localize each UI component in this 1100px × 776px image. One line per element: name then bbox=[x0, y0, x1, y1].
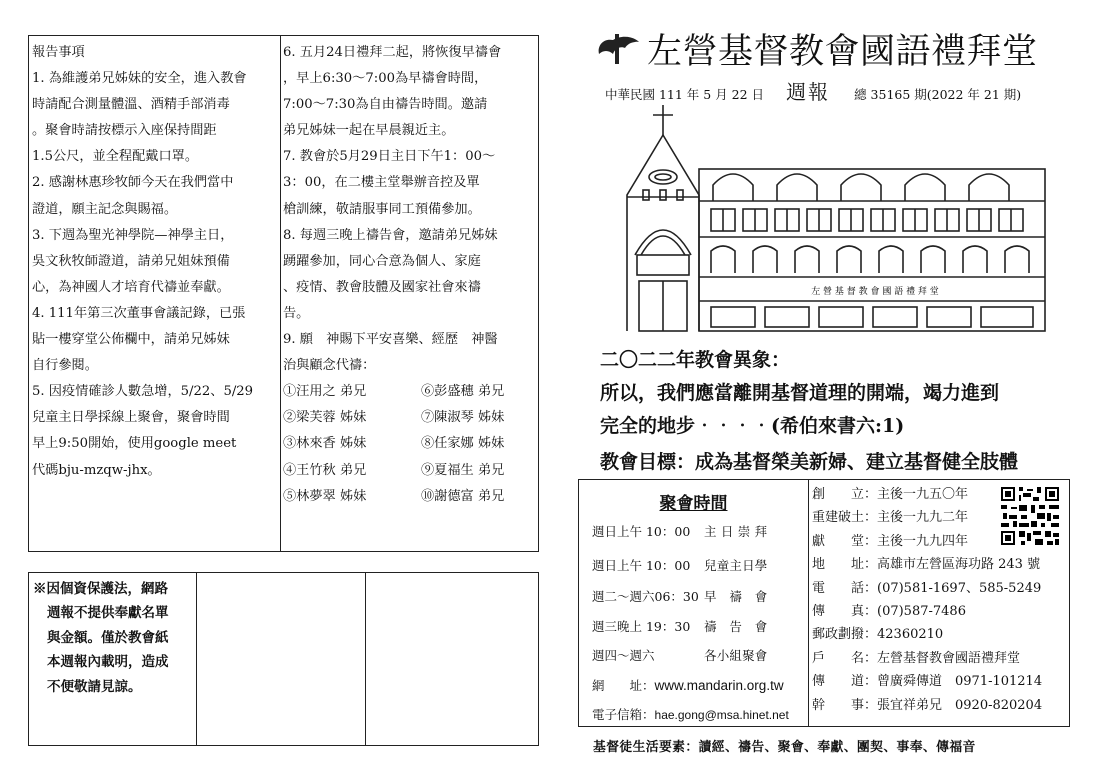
email-row: 電子信箱：hae.gong@msa.hinet.net bbox=[592, 707, 789, 722]
detail-secretary: 幹 事：張宜祥弟兄 0920-820204 bbox=[812, 697, 1043, 713]
prayer-name: ⑧任家娜 姊妹 bbox=[421, 436, 505, 452]
prayer-name: ⑦陳淑琴 姊妹 bbox=[421, 410, 505, 426]
christian-life-essentials: 基督徒生活要素：讀經、禱告、聚會、奉獻、團契、事奉、傳福音 bbox=[593, 740, 976, 755]
detail-fax: 傳 真：(07)587-7486 bbox=[812, 604, 966, 620]
schedule-row: 週日上午 10：00 主 日 崇 拜 bbox=[592, 524, 768, 539]
announcement-item-1: 1. 為維護弟兄姊妹的安全，進入教會 時請配合測量體溫、酒精手部消毒 。聚會時請按標示入座保持間距 1.5公尺，並全程配戴口罩。 bbox=[32, 71, 247, 165]
announcement-item-6: 6. 五月24日禮拜二起，將恢復早禱會 ，早上6:30～7:00為早禱會時間， 7:00～7:30為自由禱告時間。邀請 弟兄姊妹一起在早晨親近主。 bbox=[283, 45, 502, 139]
announcement-item-7: 7. 教會於5月29日主日下午1：00～ 3：00，在二樓主堂舉辦音控及單 槍訓練，敬請服事同工預備參加。 bbox=[283, 149, 496, 217]
meeting-schedule bbox=[579, 480, 808, 722]
announcement-item-9: 9. 願 神賜下平安喜樂、經歷 神醫 治與顧念代禱： bbox=[283, 332, 498, 374]
vision-heading: 二〇二二年教會異象： bbox=[600, 349, 791, 371]
announcements-left-column bbox=[32, 40, 278, 484]
church-title: 左營基督教會國語禮拜堂 bbox=[647, 32, 1038, 72]
prayer-list bbox=[283, 379, 538, 509]
weekly-label: 週報 bbox=[786, 80, 831, 104]
church-building-illustration bbox=[625, 105, 1065, 337]
prayer-name: ⑥彭盛穗 弟兄 bbox=[421, 384, 505, 400]
schedule-row: 週二～週六06：30 早 禱 會 bbox=[592, 589, 768, 604]
prayer-name: ①汪用之 弟兄 bbox=[283, 384, 367, 400]
prayer-name: ⑨夏福生 弟兄 bbox=[421, 462, 505, 478]
info-divider bbox=[808, 480, 809, 726]
detail-account-name: 戶 名：左營基督教會國語禮拜堂 bbox=[812, 650, 1021, 666]
masthead bbox=[595, 24, 1038, 74]
announcement-item-4: 4. 111年第三次董事會議記錄，已張 貼一樓穿堂公佈欄中，請弟兄姊妹 自行參閱。 bbox=[32, 305, 246, 374]
detail-rebuild: 重建破土：主後一九九二年 bbox=[812, 510, 969, 526]
prayer-name: ③林來香 姊妹 bbox=[283, 436, 367, 452]
box-divider bbox=[196, 573, 197, 745]
website-link[interactable]: www.mandarin.org.tw bbox=[654, 678, 784, 693]
building-sign: 左 營 基 督 教 會 國 語 禮 拜 堂 bbox=[811, 287, 939, 297]
announcement-item-5: 5. 因疫情確診人數急增，5/22、5/29 兒童主日學採線上聚會，聚會時間 早上9:50開始，使用google meet 代碼bju-mzqw-jhx。 bbox=[32, 384, 254, 478]
privacy-notice: ※因個資保護法，網路 週報不提供奉獻名單 與金額。僅於教會紙 本週報內載明，造成 不便敬請見諒。 bbox=[33, 581, 169, 695]
prayer-name: ⑤林夢翠 姊妹 bbox=[283, 488, 367, 504]
church-logo-icon bbox=[595, 32, 641, 66]
announcement-item-3: 3. 下週為聖光神學院—神學主日， 吳文秋牧師證道，請弟兄姐妹預備 心，為神國人才培育代禱並奉獻。 bbox=[32, 227, 234, 295]
detail-postal-account: 郵政劃撥：42360210 bbox=[812, 627, 944, 643]
announcements-right-column bbox=[283, 40, 538, 510]
issue-date: 中華民國 111 年 5 月 22 日 bbox=[605, 87, 765, 102]
schedule-row: 週三晚上 19：30 禱 告 會 bbox=[592, 619, 768, 634]
info-box bbox=[578, 479, 1070, 727]
vision-verse-line1: 所以，我們應當離開基督道理的開端，竭力進到 bbox=[600, 382, 1000, 404]
schedule-row: 週四～週六 各小組聚會 bbox=[592, 648, 768, 663]
email-link[interactable]: hae.gong@msa.hinet.net bbox=[654, 708, 789, 722]
detail-founded: 創 立：主後一九五〇年 bbox=[812, 487, 969, 502]
column-divider bbox=[280, 36, 281, 551]
box-divider bbox=[365, 573, 366, 745]
announcements-heading: 報告事項 bbox=[32, 45, 85, 60]
prayer-name: ④王竹秋 弟兄 bbox=[283, 462, 367, 478]
prayer-name: ②梁芙蓉 姊妹 bbox=[283, 410, 367, 426]
vision-verse-line2: 完全的地步‧‧‧‧(希伯來書六:1) bbox=[600, 415, 905, 437]
announcements-box bbox=[28, 35, 539, 552]
schedule-row: 週日上午 10：00 兒童主日學 bbox=[592, 558, 768, 573]
announcement-item-2: 2. 感謝林惠珍牧師今天在我們當中 證道，願主記念與賜福。 bbox=[32, 175, 234, 217]
prayer-name: ⑩謝德富 弟兄 bbox=[421, 488, 505, 504]
detail-preacher: 傳 道：曾廣舜傳道 0971-101214 bbox=[812, 674, 1043, 690]
issue-line bbox=[605, 76, 1021, 105]
website-row: 網 址：www.mandarin.org.tw bbox=[592, 678, 784, 693]
offering-box bbox=[28, 572, 539, 746]
church-goal: 教會目標：成為基督榮美新婦、建立基督健全肢體 bbox=[600, 451, 1019, 473]
schedule-title: 聚會時間 bbox=[659, 494, 728, 514]
qr-code-icon[interactable] bbox=[999, 485, 1061, 547]
detail-dedication: 獻 堂：主後一九九四年 bbox=[812, 533, 969, 549]
detail-phone: 電 話：(07)581-1697、585-5249 bbox=[812, 580, 1042, 596]
detail-address: 地 址：高雄市左營區海功路 243 號 bbox=[812, 557, 1041, 573]
issue-number: 總 35165 期(2022 年 21 期) bbox=[854, 87, 1022, 102]
announcement-item-8: 8. 每週三晚上禱告會，邀請弟兄姊妹 踴躍參加，同心合意為個人、家庭 、疫情、教會肢體及國家社會來禱 告。 bbox=[283, 227, 498, 321]
